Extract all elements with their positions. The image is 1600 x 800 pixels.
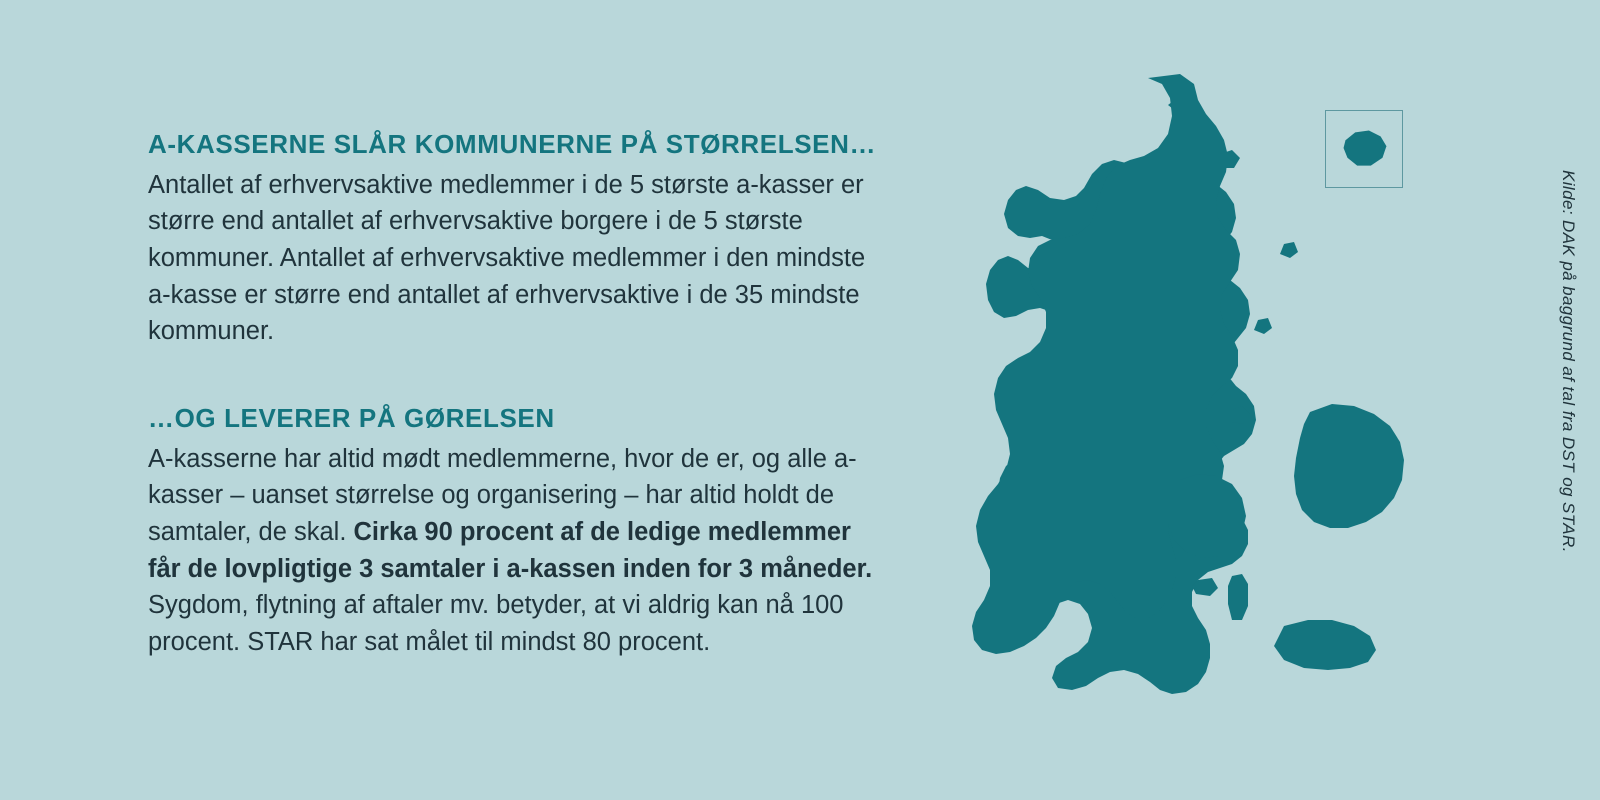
bornholm-inset (1325, 110, 1403, 188)
source-credit: Kilde: DAK på baggrund af tal fra DST og STAR. (1559, 170, 1578, 553)
section-1-heading: A-KASSERNE SLÅR KOMMUNERNE PÅ STØRRELSEN… (148, 129, 877, 159)
section-2-paragraph-part2: Sygdom, flytning af aftaler mv. betyder, at vi aldrig kan nå 100 procent. STAR har sat målet til mindst 80 procent. (148, 591, 844, 657)
section-2-heading: …OG LEVERER PÅ GØRELSEN (148, 403, 555, 434)
denmark-map (880, 60, 1520, 700)
section-2-paragraph-part1: A-kasserne har altid mødt medlemmerne, hvor de er, og alle a-kasser – uanset størrelse og organisering – har altid holdt de samtaler, de skal. (148, 444, 857, 547)
section-2-paragraph-highlight: Cirka 90 procent af de ledige medlemmer får de lovpligtige 3 samtaler i a-kassen inden for 3 måneder. (148, 518, 873, 583)
text-column (148, 128, 908, 661)
section-a-kasserne-slaar-kommunerne (148, 128, 908, 350)
section-2-paragraph (148, 441, 888, 661)
section-og-leverer-paa-goerelsen (148, 402, 908, 661)
section-1-paragraph: Antallet af erhvervsaktive medlemmer i de 5 største a-kasser er større end antallet af erhvervsaktive borgere i de 5 største kommuner. Antallet af erhvervsaktive medlemmer i den mindste a-kasse er større end antallet af erhvervsaktive i de 35 mindste kommuner. (148, 170, 866, 346)
